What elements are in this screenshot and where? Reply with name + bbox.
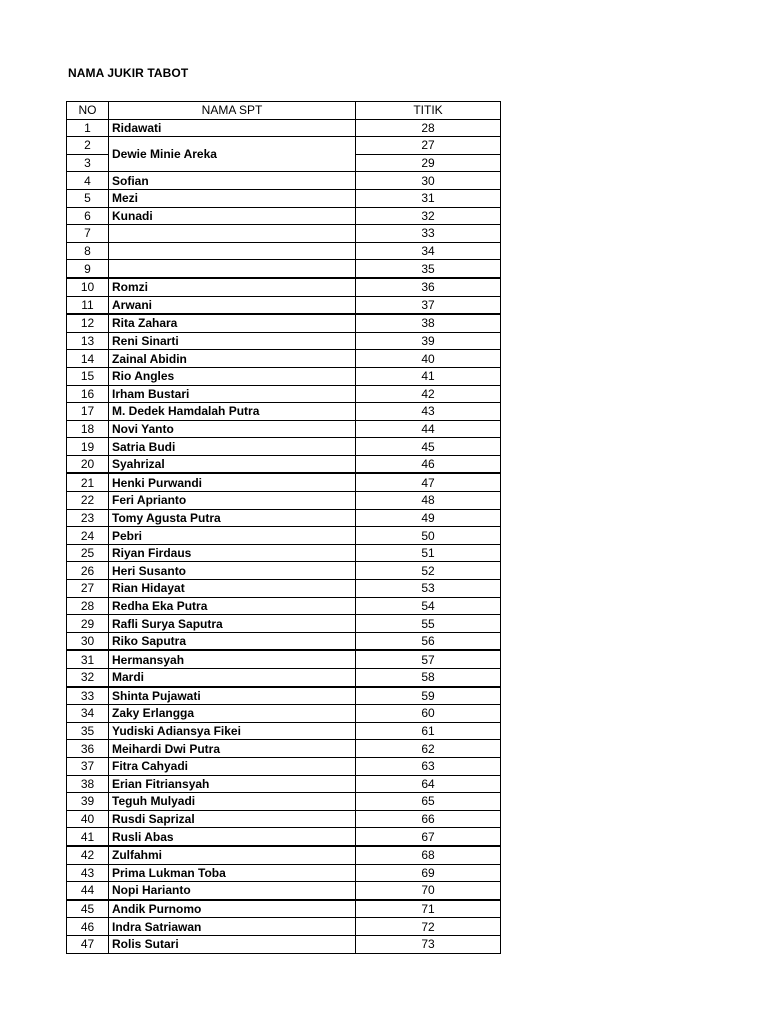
cell-no: 17 (67, 403, 109, 421)
cell-no: 44 (67, 882, 109, 900)
cell-no: 15 (67, 367, 109, 385)
cell-no: 34 (67, 705, 109, 723)
cell-titik: 56 (356, 632, 501, 650)
cell-name: Riko Saputra (109, 632, 356, 650)
cell-no: 12 (67, 314, 109, 332)
cell-titik: 63 (356, 757, 501, 775)
cell-no: 22 (67, 492, 109, 510)
table-row (67, 562, 501, 580)
cell-name: Romzi (109, 278, 356, 296)
cell-name: Yudiski Adiansya Fikei (109, 722, 356, 740)
cell-titik: 73 (356, 935, 501, 953)
cell-titik: 59 (356, 687, 501, 705)
cell-titik: 50 (356, 527, 501, 545)
cell-no: 23 (67, 509, 109, 527)
cell-no: 31 (67, 650, 109, 668)
cell-name: M. Dedek Hamdalah Putra (109, 403, 356, 421)
cell-name: Satria Budi (109, 438, 356, 456)
cell-no: 33 (67, 687, 109, 705)
cell-titik: 67 (356, 828, 501, 846)
cell-titik: 68 (356, 846, 501, 864)
cell-no: 36 (67, 740, 109, 758)
cell-no: 39 (67, 793, 109, 811)
table-row (67, 455, 501, 473)
header-titik: TITIK (356, 102, 501, 120)
table-row (67, 207, 501, 225)
cell-name: Nopi Harianto (109, 882, 356, 900)
cell-no: 40 (67, 810, 109, 828)
cell-titik: 54 (356, 597, 501, 615)
cell-no: 37 (67, 757, 109, 775)
cell-name: Kunadi (109, 207, 356, 225)
table-row (67, 225, 501, 243)
table-row (67, 882, 501, 900)
cell-no: 38 (67, 775, 109, 793)
cell-name: Prima Lukman Toba (109, 864, 356, 882)
table-row (67, 615, 501, 633)
table-row (67, 705, 501, 723)
header-no: NO (67, 102, 109, 120)
cell-titik: 47 (356, 473, 501, 491)
cell-name: Mezi (109, 189, 356, 207)
cell-no: 18 (67, 420, 109, 438)
table-row (67, 403, 501, 421)
table-row (67, 509, 501, 527)
cell-titik: 58 (356, 669, 501, 687)
cell-titik: 35 (356, 260, 501, 278)
cell-titik: 36 (356, 278, 501, 296)
cell-name: Irham Bustari (109, 385, 356, 403)
cell-name: Rio Angles (109, 367, 356, 385)
cell-titik: 55 (356, 615, 501, 633)
cell-name: Shinta Pujawati (109, 687, 356, 705)
cell-titik: 37 (356, 296, 501, 314)
cell-titik: 44 (356, 420, 501, 438)
cell-name: Hermansyah (109, 650, 356, 668)
cell-titik: 53 (356, 580, 501, 598)
cell-name: Heri Susanto (109, 562, 356, 580)
cell-name: Rafli Surya Saputra (109, 615, 356, 633)
cell-name: Rian Hidayat (109, 580, 356, 598)
table-row (67, 119, 501, 137)
cell-no: 10 (67, 278, 109, 296)
cell-no: 19 (67, 438, 109, 456)
cell-titik: 28 (356, 119, 501, 137)
cell-no: 25 (67, 544, 109, 562)
table-row (67, 420, 501, 438)
cell-no: 45 (67, 900, 109, 918)
cell-no: 42 (67, 846, 109, 864)
cell-titik: 46 (356, 455, 501, 473)
table-row (67, 669, 501, 687)
cell-titik: 64 (356, 775, 501, 793)
cell-no: 21 (67, 473, 109, 491)
cell-no: 4 (67, 172, 109, 190)
cell-no: 47 (67, 935, 109, 953)
table-row (67, 492, 501, 510)
table-header-row (67, 102, 501, 120)
table-row (67, 350, 501, 368)
cell-no: 20 (67, 455, 109, 473)
table-body (67, 119, 501, 953)
cell-name: Teguh Mulyadi (109, 793, 356, 811)
table-row (67, 367, 501, 385)
cell-name: Henki Purwandi (109, 473, 356, 491)
cell-titik: 61 (356, 722, 501, 740)
table-row (67, 740, 501, 758)
cell-name: Mardi (109, 669, 356, 687)
cell-titik: 34 (356, 242, 501, 260)
header-name: NAMA SPT (109, 102, 356, 120)
table-row (67, 385, 501, 403)
cell-name: Andik Purnomo (109, 900, 356, 918)
cell-name: Erian Fitriansyah (109, 775, 356, 793)
cell-titik: 31 (356, 189, 501, 207)
cell-no: 8 (67, 242, 109, 260)
cell-name: Ridawati (109, 119, 356, 137)
table-row (67, 650, 501, 668)
cell-no: 30 (67, 632, 109, 650)
cell-titik: 48 (356, 492, 501, 510)
cell-titik: 72 (356, 918, 501, 936)
table-row (67, 189, 501, 207)
cell-name: Syahrizal (109, 455, 356, 473)
table-row (67, 314, 501, 332)
cell-titik: 65 (356, 793, 501, 811)
table-row (67, 722, 501, 740)
table-row (67, 828, 501, 846)
cell-titik: 71 (356, 900, 501, 918)
cell-titik: 41 (356, 367, 501, 385)
cell-no: 41 (67, 828, 109, 846)
cell-titik: 27 (356, 137, 501, 155)
table-row (67, 580, 501, 598)
cell-no: 28 (67, 597, 109, 615)
jukir-table (66, 101, 501, 954)
cell-titik: 32 (356, 207, 501, 225)
cell-no: 27 (67, 580, 109, 598)
table-row (67, 473, 501, 491)
cell-titik: 52 (356, 562, 501, 580)
document-title: NAMA JUKIR TABOT (68, 66, 189, 80)
table-row (67, 242, 501, 260)
table-row (67, 687, 501, 705)
cell-no: 9 (67, 260, 109, 278)
table-row (67, 544, 501, 562)
cell-name: Rusdi Saprizal (109, 810, 356, 828)
cell-titik: 49 (356, 509, 501, 527)
cell-titik: 43 (356, 403, 501, 421)
table-row (67, 332, 501, 350)
cell-name: Dewie Minie Areka (109, 137, 356, 172)
cell-no: 26 (67, 562, 109, 580)
cell-name: Rita Zahara (109, 314, 356, 332)
table-row (67, 918, 501, 936)
table-row (67, 775, 501, 793)
cell-name: Zaky Erlangga (109, 705, 356, 723)
cell-name: Novi Yanto (109, 420, 356, 438)
cell-titik: 51 (356, 544, 501, 562)
cell-no: 16 (67, 385, 109, 403)
cell-name: Reni Sinarti (109, 332, 356, 350)
cell-name: Redha Eka Putra (109, 597, 356, 615)
cell-titik: 38 (356, 314, 501, 332)
cell-name (109, 242, 356, 260)
cell-titik: 45 (356, 438, 501, 456)
table-row (67, 935, 501, 953)
cell-no: 14 (67, 350, 109, 368)
cell-titik: 66 (356, 810, 501, 828)
cell-titik: 62 (356, 740, 501, 758)
cell-titik: 42 (356, 385, 501, 403)
cell-titik: 29 (356, 154, 501, 172)
table-row (67, 846, 501, 864)
cell-name (109, 260, 356, 278)
cell-no: 5 (67, 189, 109, 207)
table-row (67, 296, 501, 314)
cell-no: 24 (67, 527, 109, 545)
table-row (67, 527, 501, 545)
cell-name: Tomy Agusta Putra (109, 509, 356, 527)
cell-no: 1 (67, 119, 109, 137)
table-row (67, 864, 501, 882)
cell-titik: 69 (356, 864, 501, 882)
cell-no: 7 (67, 225, 109, 243)
table-row (67, 137, 501, 155)
cell-titik: 39 (356, 332, 501, 350)
cell-name: Meihardi Dwi Putra (109, 740, 356, 758)
table-row (67, 260, 501, 278)
cell-no: 11 (67, 296, 109, 314)
cell-name: Indra Satriawan (109, 918, 356, 936)
cell-name: Sofian (109, 172, 356, 190)
cell-name (109, 225, 356, 243)
table-row (67, 172, 501, 190)
cell-name: Zainal Abidin (109, 350, 356, 368)
cell-name: Pebri (109, 527, 356, 545)
cell-no: 35 (67, 722, 109, 740)
cell-no: 29 (67, 615, 109, 633)
cell-titik: 70 (356, 882, 501, 900)
cell-name: Rusli Abas (109, 828, 356, 846)
cell-name: Feri Aprianto (109, 492, 356, 510)
table-row (67, 757, 501, 775)
cell-no: 6 (67, 207, 109, 225)
cell-no: 32 (67, 669, 109, 687)
table-row (67, 900, 501, 918)
table-row (67, 597, 501, 615)
cell-titik: 33 (356, 225, 501, 243)
cell-name: Zulfahmi (109, 846, 356, 864)
cell-no: 13 (67, 332, 109, 350)
cell-no: 3 (67, 154, 109, 172)
cell-no: 46 (67, 918, 109, 936)
cell-titik: 30 (356, 172, 501, 190)
table-row (67, 810, 501, 828)
cell-titik: 40 (356, 350, 501, 368)
cell-titik: 57 (356, 650, 501, 668)
cell-name: Rolis Sutari (109, 935, 356, 953)
table-row (67, 438, 501, 456)
cell-name: Riyan Firdaus (109, 544, 356, 562)
table-row (67, 793, 501, 811)
cell-no: 43 (67, 864, 109, 882)
cell-titik: 60 (356, 705, 501, 723)
table-row (67, 632, 501, 650)
table-row (67, 278, 501, 296)
cell-name: Arwani (109, 296, 356, 314)
cell-no: 2 (67, 137, 109, 155)
cell-name: Fitra Cahyadi (109, 757, 356, 775)
